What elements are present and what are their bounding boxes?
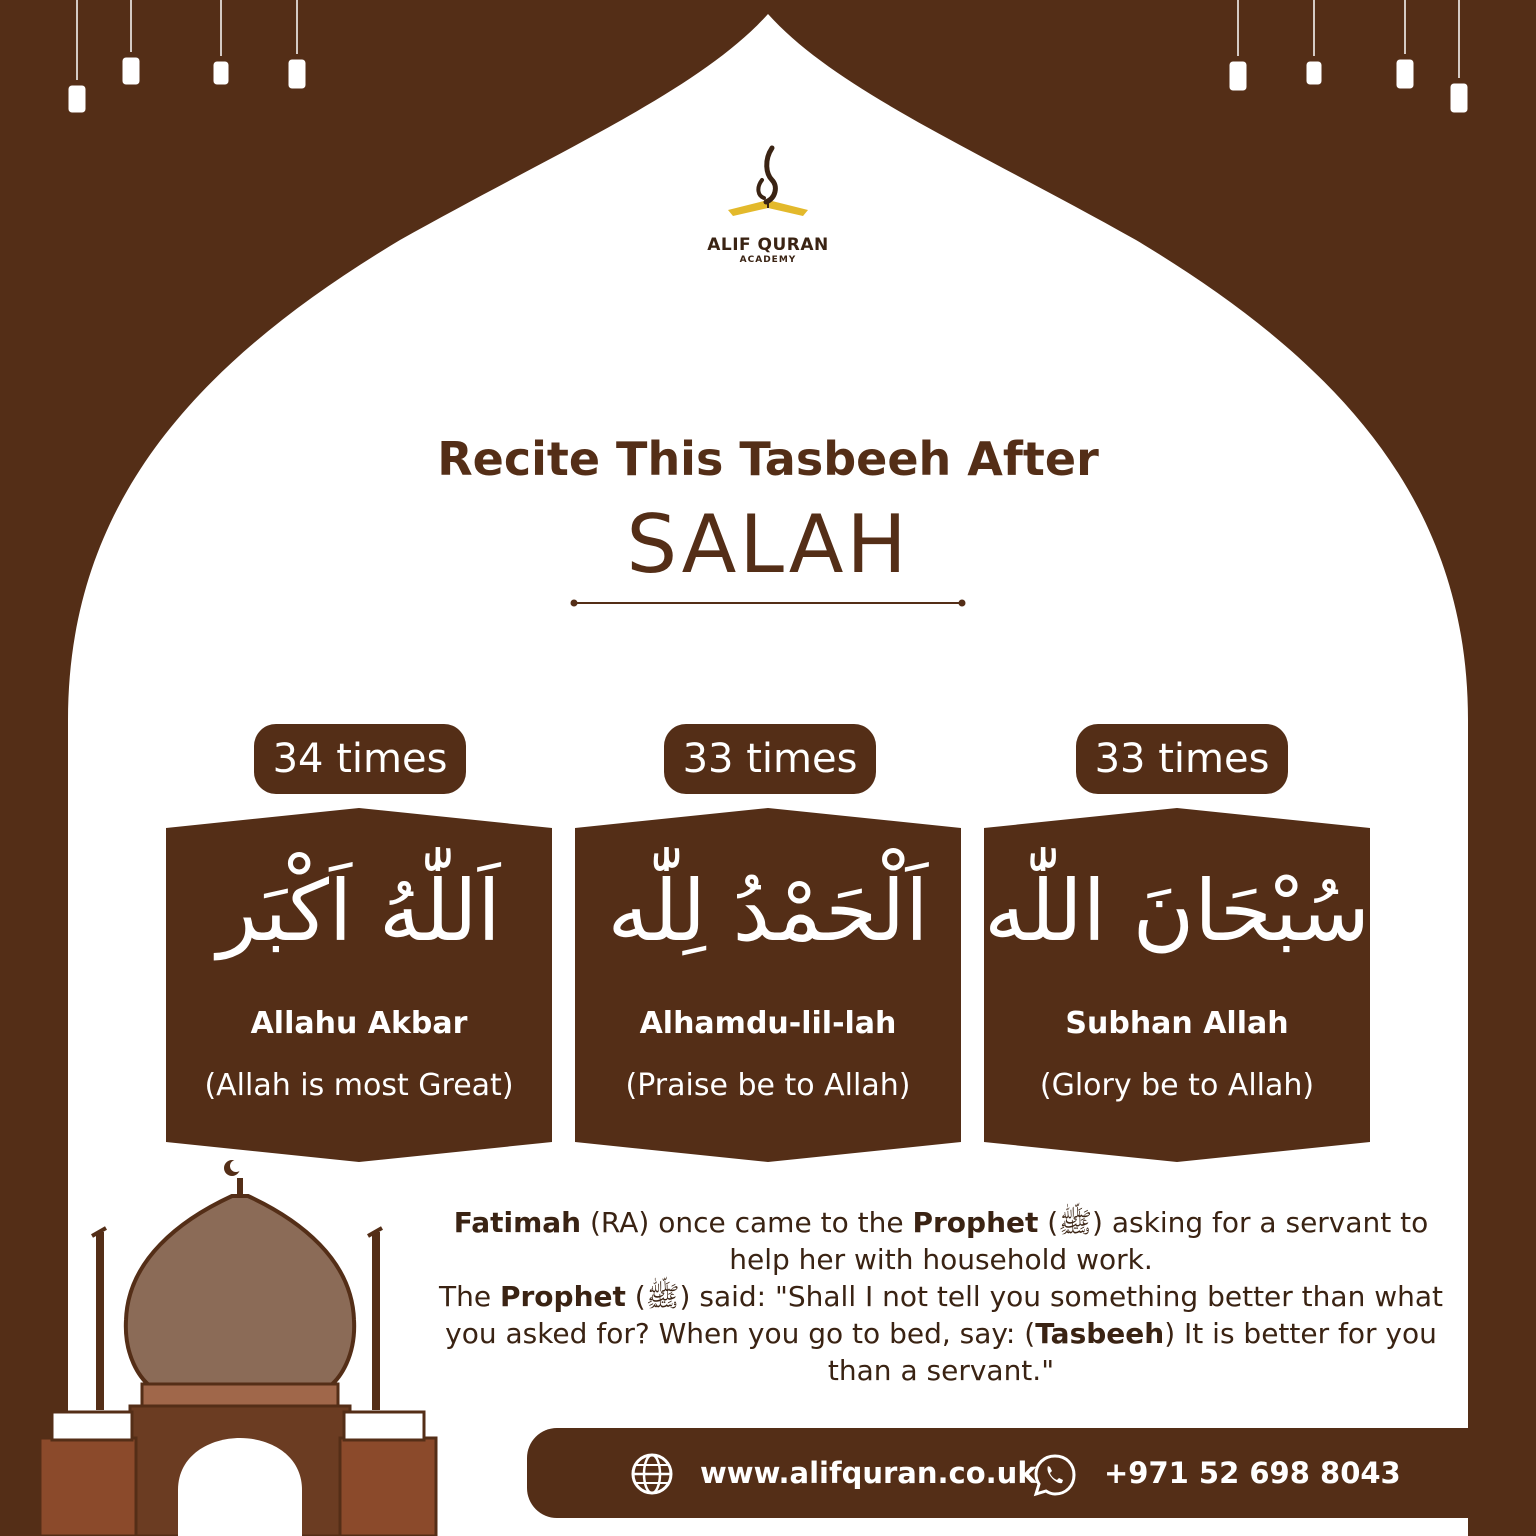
hadith-bold: Fatimah xyxy=(453,1206,582,1239)
tasbeeh-name: Subhan Allah xyxy=(1065,1006,1289,1041)
count-pill-3: 33 times xyxy=(1076,724,1288,794)
arabic-text: اَللّٰهُ اَكْبَر xyxy=(217,862,501,960)
count-pill-2: 33 times xyxy=(664,724,876,794)
lantern-group-left xyxy=(69,0,305,112)
website-link[interactable]: www.alifquran.co.uk xyxy=(700,1456,1037,1490)
tasbeeh-meaning: (Glory be to Allah) xyxy=(1039,1068,1315,1103)
hadith-bold: Tasbeeh xyxy=(1035,1317,1165,1350)
tasbeeh-meaning: (Praise be to Allah) xyxy=(625,1068,911,1103)
count-pill-1: 34 times xyxy=(254,724,466,794)
hadith-text xyxy=(436,1204,1446,1389)
book-quill-icon xyxy=(668,140,868,230)
title-line-2: SALAH xyxy=(626,498,910,591)
brand-subtitle: ACADEMY xyxy=(739,255,797,265)
tasbeeh-name: Allahu Akbar xyxy=(250,1006,468,1041)
globe-icon xyxy=(630,1452,674,1496)
brand-name: ALIF QURAN xyxy=(707,235,829,255)
lantern-group-right xyxy=(1230,0,1467,112)
hadith-span: (RA) once came to the xyxy=(581,1206,913,1239)
hadith-span: (ﷺ) asking for a servant to help her with household work. xyxy=(729,1206,1429,1276)
tasbeeh-name: Alhamdu-lil-lah xyxy=(639,1006,897,1041)
phone-number[interactable]: +971 52 698 8043 xyxy=(1104,1456,1401,1490)
title-line-1: Recite This Tasbeeh After xyxy=(437,432,1099,486)
arabic-text: سُبْحَانَ اللّٰه xyxy=(984,862,1370,960)
hadith-span: The xyxy=(438,1280,500,1313)
whatsapp-icon xyxy=(1032,1452,1078,1498)
tasbeeh-card-2 xyxy=(575,808,961,1162)
hadith-bold: Prophet xyxy=(912,1206,1039,1239)
hadith-span: (ﷺ) said: "Shall I not tell you something better than what you asked for? When you go to bed, say: ( xyxy=(445,1280,1443,1350)
brand-logo xyxy=(668,140,868,265)
hadith-bold: Prophet xyxy=(499,1280,626,1313)
hadith-span: ) It is better for you than a servant." xyxy=(827,1317,1437,1387)
tasbeeh-meaning: (Allah is most Great) xyxy=(204,1068,514,1103)
tasbeeh-card-3 xyxy=(984,808,1370,1162)
tasbeeh-card-1 xyxy=(166,808,552,1162)
arabic-text: اَلْحَمْدُ لِلّٰه xyxy=(607,862,929,960)
